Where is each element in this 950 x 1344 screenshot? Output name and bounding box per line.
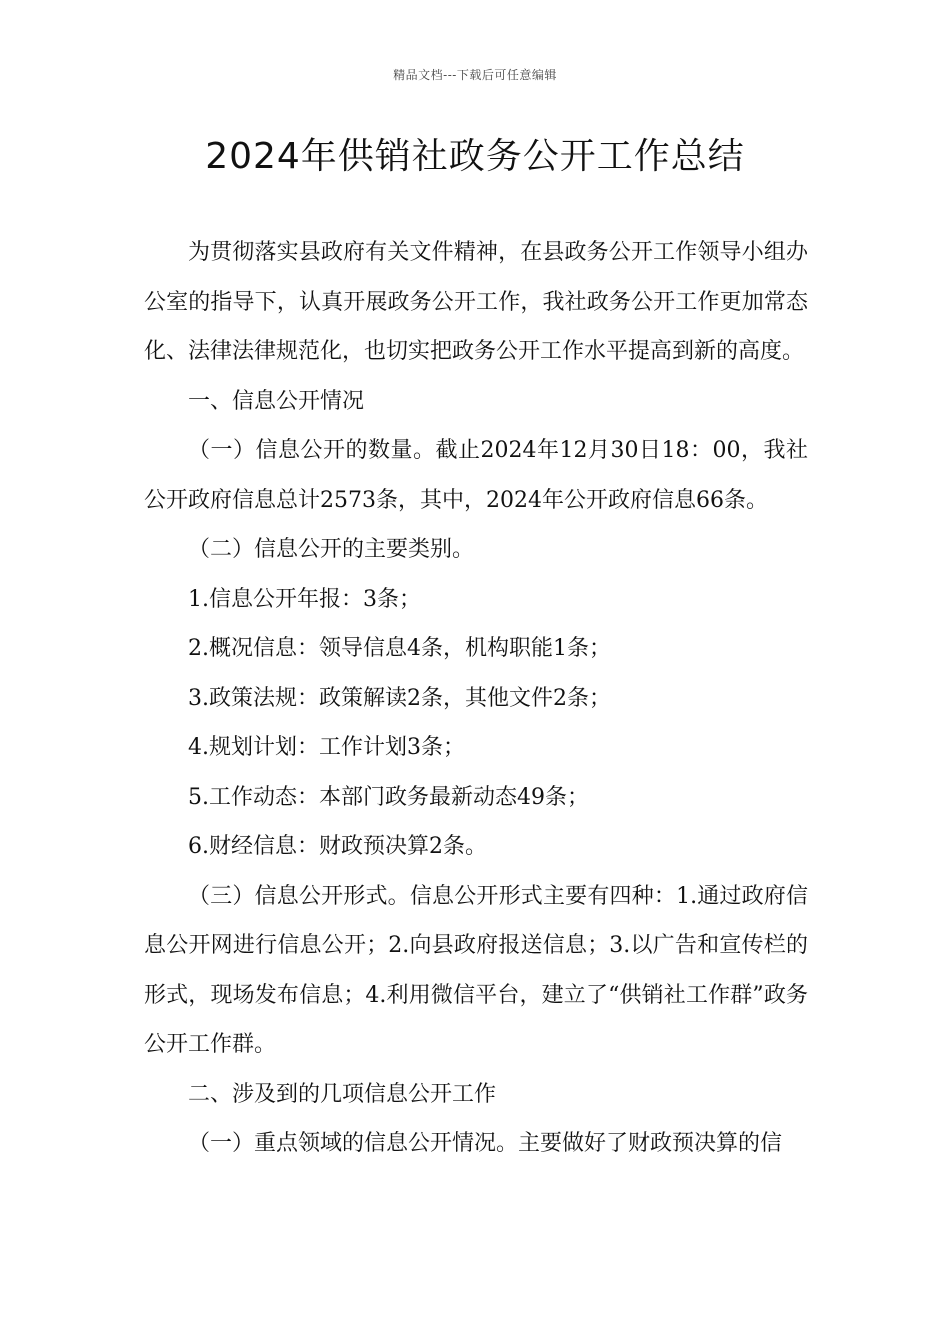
subsection-1-3: （三）信息公开形式。信息公开形式主要有四种：1.通过政府信息公开网进行信息公开；2.向县政府报送信息；3.以广告和宣传栏的形式，现场发布信息；4.利用微信平台，建立了“供销社工作群”政务公开工作群。 <box>144 883 808 1057</box>
document-title: 2024年供销社政务公开工作总结 <box>205 136 745 177</box>
intro-paragraph: 为贯彻落实县政府有关文件精神，在县政务公开工作领导小组办公室的指导下，认真开展政务公开工作，我社政务公开工作更加常态化、法律法律规范化，也切实把政务公开工作水平提高到新的高度。 <box>144 240 808 364</box>
list-item: 4.规划计划：工作计划3条； <box>188 735 465 760</box>
header-note: 精品文档---下载后可任意编辑 <box>393 68 557 82</box>
subsection-1-2: （二）信息公开的主要类别。 <box>188 537 475 562</box>
section-heading-2: 二、涉及到的几项信息公开工作 <box>188 1081 497 1107</box>
document-body <box>144 228 808 1169</box>
list-item: 1.信息公开年报：3条； <box>188 586 421 612</box>
subsection-1-1: （一）信息公开的数量。截止2024年12月30日18：00，我社公开政府信息总计2573条，其中，2024年公开政府信息66条。 <box>144 438 808 513</box>
subsection-2-1: （一）重点领域的信息公开情况。主要做好了财政预决算的信 <box>188 1131 783 1156</box>
section-heading-1: 一、信息公开情况 <box>188 388 365 414</box>
list-item: 5.工作动态：本部门政务最新动态49条； <box>188 784 589 810</box>
list-item: 3.政策法规：政策解读2条，其他文件2条； <box>188 685 611 711</box>
list-item: 6.财经信息：财政预决算2条。 <box>188 834 487 859</box>
list-item: 2.概况信息：领导信息4条，机构职能1条； <box>188 636 611 661</box>
